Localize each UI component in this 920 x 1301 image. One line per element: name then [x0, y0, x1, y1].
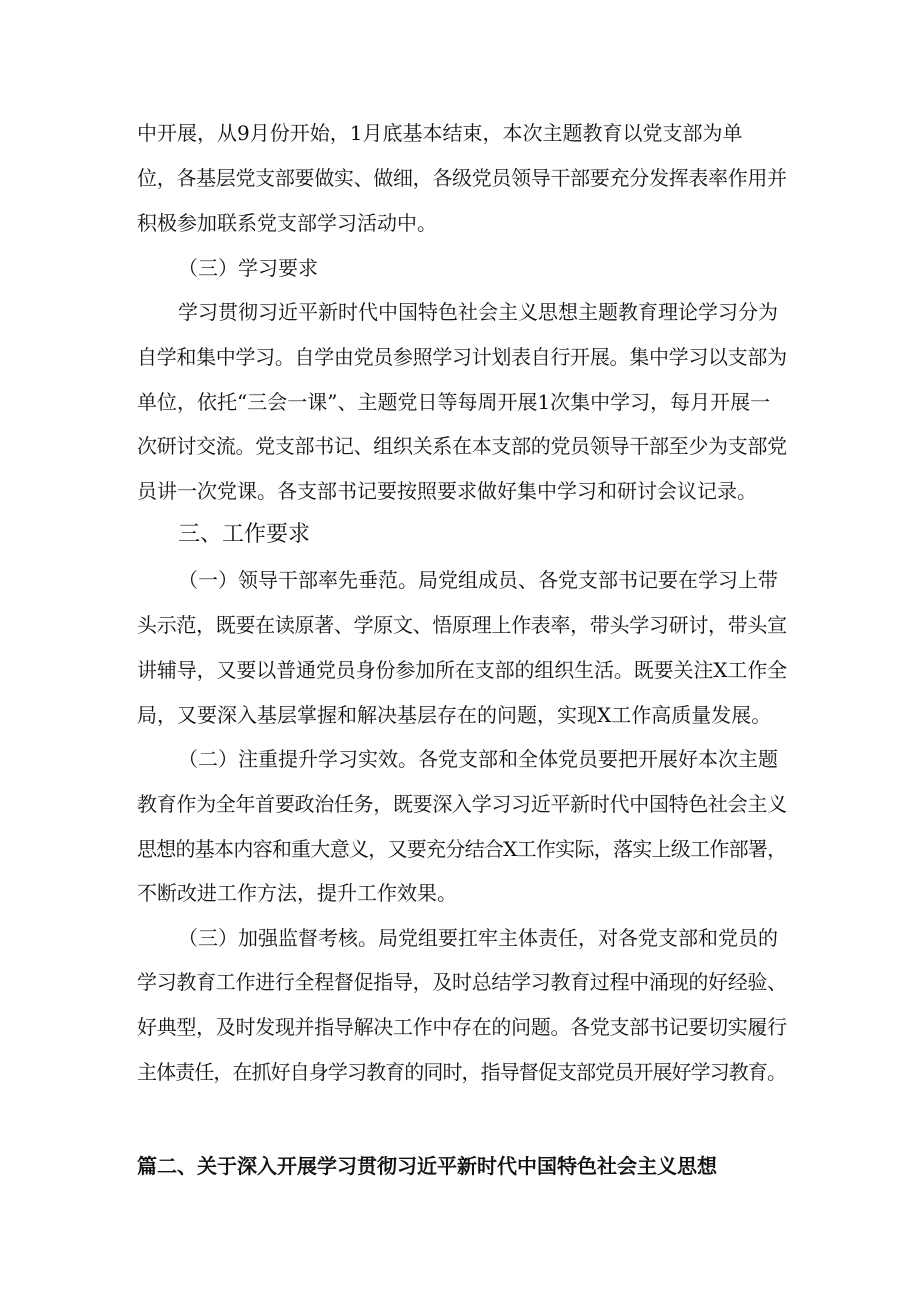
subsection-heading: （三）学习要求: [178, 256, 318, 280]
section-heading: 三、工作要求: [178, 522, 311, 547]
text-line: 自学和集中学习。自学由党员参照学习计划表自行开展。集中学习以支部为: [137, 345, 787, 369]
text-line: 中开展，从9月份开始，1月底基本结束，本次主题教育以党支部为单: [137, 121, 743, 145]
text-line: 位，各基层党支部要做实、做细，各级党员领导干部要充分发挥表率作用并: [137, 166, 787, 190]
text-line: 不断改进工作方法，提升工作效果。: [137, 881, 457, 905]
text-line: 讲辅导，又要以普通党员身份参加所在支部的组织生活。既要关注X工作全: [137, 658, 787, 682]
text-line: （一）领导干部率先垂范。局党组成员、各党支部书记要在学习上带: [178, 568, 778, 592]
text-line: 学习教育工作进行全程督促指导，及时总结学习教育过程中涌现的好经验、: [137, 970, 787, 994]
text-line: 教育作为全年首要政治任务，既要深入学习习近平新时代中国特色社会主义: [137, 792, 787, 816]
text-line: 单位，依托“三会一课”、主题党日等每周开展1次集中学习，每月开展一: [137, 390, 771, 414]
text-line: 次研讨交流。党支部书记、组织关系在本支部的党员领导干部至少为支部党: [137, 434, 787, 458]
text-line: 好典型，及时发现并指导解决工作中存在的问题。各党支部书记要切实履行: [137, 1015, 787, 1039]
text-line: 主体责任，在抓好自身学习教育的同时，指导督促支部党员开展好学习教育。: [137, 1060, 787, 1084]
text-line: 积极参加联系党支部学习活动中。: [137, 211, 437, 235]
text-line: 局，又要深入基层掌握和解决基层存在的问题，实现X工作高质量发展。: [137, 703, 772, 727]
text-line: 学习贯彻习近平新时代中国特色社会主义思想主题教育理论学习分为: [178, 300, 778, 324]
text-line: 思想的基本内容和重大意义，又要充分结合X工作实际，落实上级工作部署，: [137, 837, 787, 861]
text-line: 员讲一次党课。各支部书记要按照要求做好集中学习和研讨会议记录。: [137, 479, 757, 503]
text-line: （三）加强监督考核。局党组要扛牢主体责任，对各党支部和党员的: [178, 926, 778, 950]
text-line: （二）注重提升学习实效。各党支部和全体党员要把开展好本次主题: [178, 747, 778, 771]
next-article-title: 篇二、关于深入开展学习贯彻习近平新时代中国特色社会主义思想: [137, 1154, 717, 1178]
text-line: 头示范，既要在读原著、学原文、悟原理上作表率，带头学习研讨，带头宣: [137, 613, 787, 637]
